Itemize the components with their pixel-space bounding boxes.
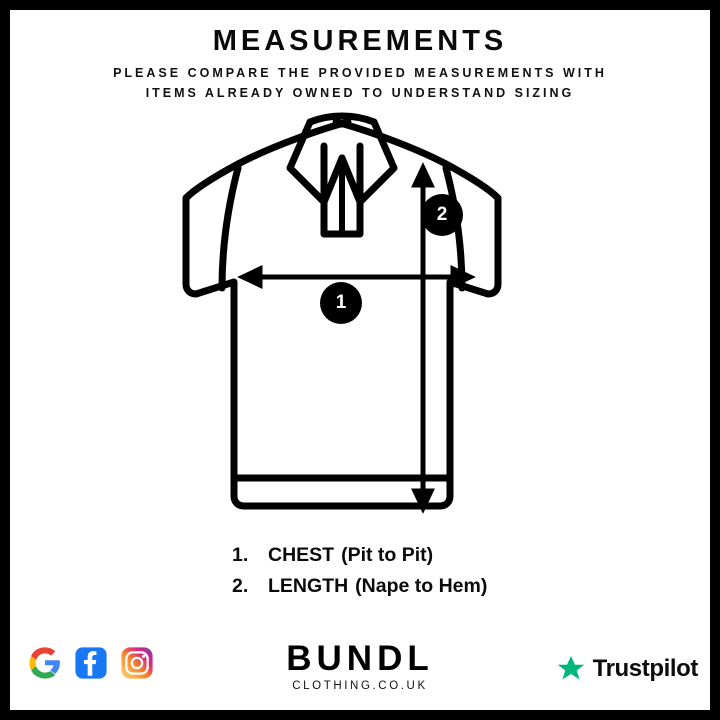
legend-label: CHEST <box>268 544 335 566</box>
trustpilot-label: Trustpilot <box>592 655 698 682</box>
subtitle-line-2: ITEMS ALREADY OWNED TO UNDERSTAND SIZING <box>145 86 575 100</box>
legend-row <box>232 571 592 602</box>
brand-name: BUNDL <box>286 639 434 678</box>
trustpilot-badge[interactable] <box>556 654 698 684</box>
legend-number: 2. <box>232 575 249 597</box>
badge-chest: 1 <box>320 282 362 324</box>
brand-url: CLOTHING.CO.UK <box>292 680 428 692</box>
subtitle-line-1: PLEASE COMPARE THE PROVIDED MEASUREMENTS WITH <box>113 66 607 80</box>
page-title: MEASUREMENTS <box>212 25 508 57</box>
legend-label: LENGTH <box>268 575 349 597</box>
legend-row <box>232 540 592 571</box>
footer <box>10 628 710 710</box>
polo-shirt-diagram <box>10 106 710 526</box>
trustpilot-star-icon <box>556 654 586 684</box>
white-card <box>10 10 710 710</box>
badge-length: 2 <box>421 194 463 236</box>
legend-sublabel: (Pit to Pit) <box>341 544 434 566</box>
header <box>10 24 710 103</box>
legend-number: 1. <box>232 544 249 566</box>
chest-arrow <box>243 269 470 285</box>
legend-sublabel: (Nape to Hem) <box>355 575 488 597</box>
measurement-legend <box>232 540 592 602</box>
